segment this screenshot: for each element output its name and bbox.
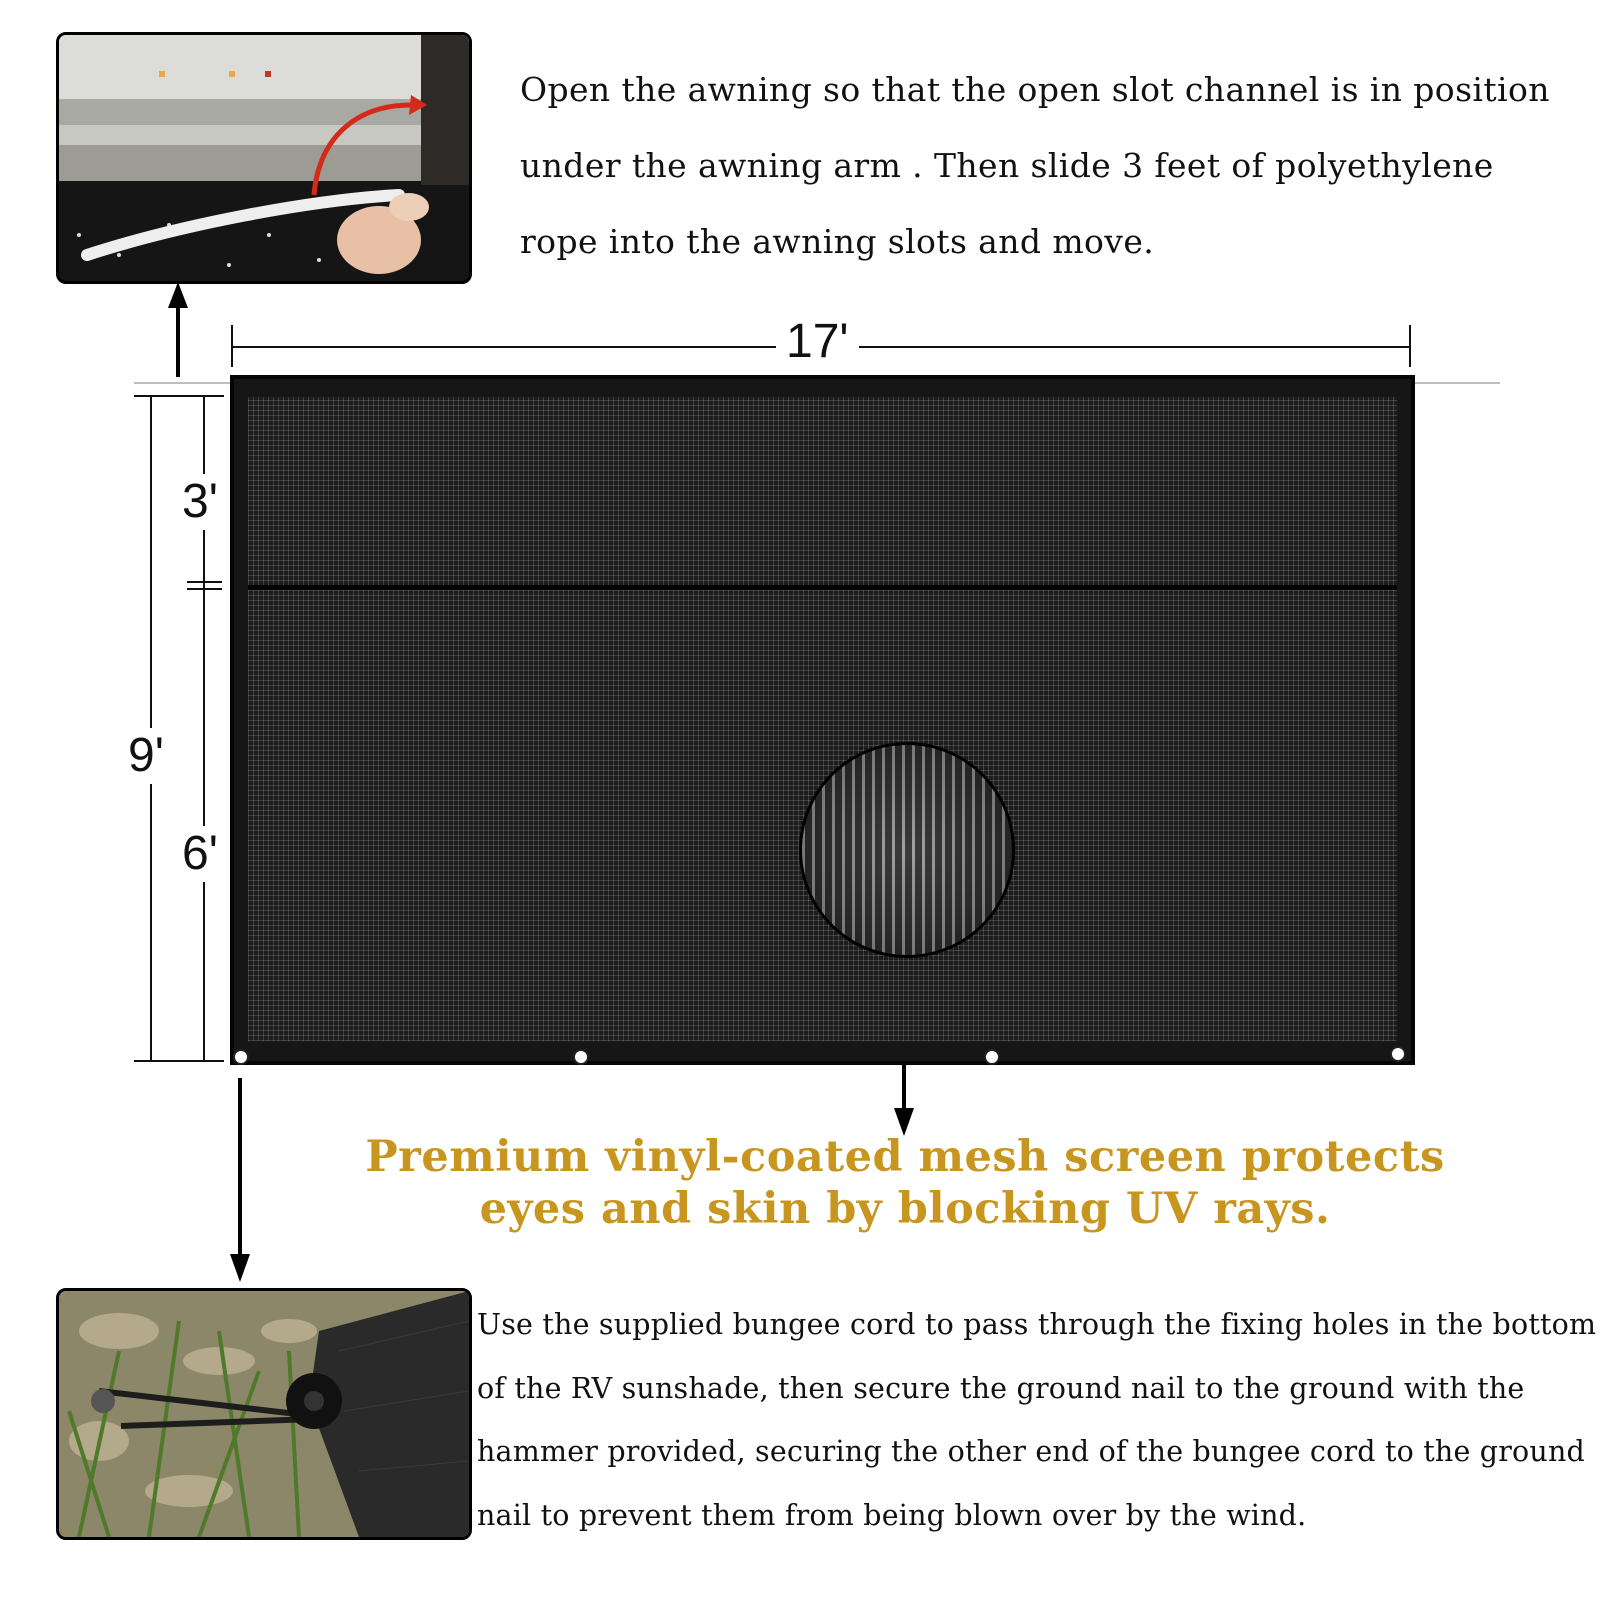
bottom-section-dimension-label: 6' — [182, 827, 218, 880]
width-dimension-label: 17' — [776, 318, 859, 366]
mesh-feature-callout — [300, 1131, 1510, 1235]
grommet — [234, 1050, 248, 1064]
mesh-closeup-magnifier — [799, 742, 1015, 958]
grommet — [1391, 1047, 1405, 1061]
mesh-feature-line-2: eyes and skin by blocking UV rays. — [479, 1184, 1331, 1234]
awning-install-instruction: Open the awning so that the open slot channel is in position under the awning arm . Then slide 3 feet of polyethylene rope into the awning slots and move. — [520, 70, 1550, 261]
total-height-dimension-label: 9' — [128, 729, 164, 782]
ground-stake-instruction: Use the supplied bungee cord to pass through the fixing holes in the bottom of the RV sunshade, then secure the ground nail to the ground with the hammer provided, securing the other end of the bungee cord to the ground nail to prevent them from being blown over by the wind. — [477, 1308, 1597, 1532]
grommet — [985, 1050, 999, 1064]
grommet — [574, 1050, 588, 1064]
mesh-feature-line-1: Premium vinyl-coated mesh screen protects — [365, 1132, 1445, 1182]
top-section-dimension-label: 3' — [182, 475, 218, 528]
